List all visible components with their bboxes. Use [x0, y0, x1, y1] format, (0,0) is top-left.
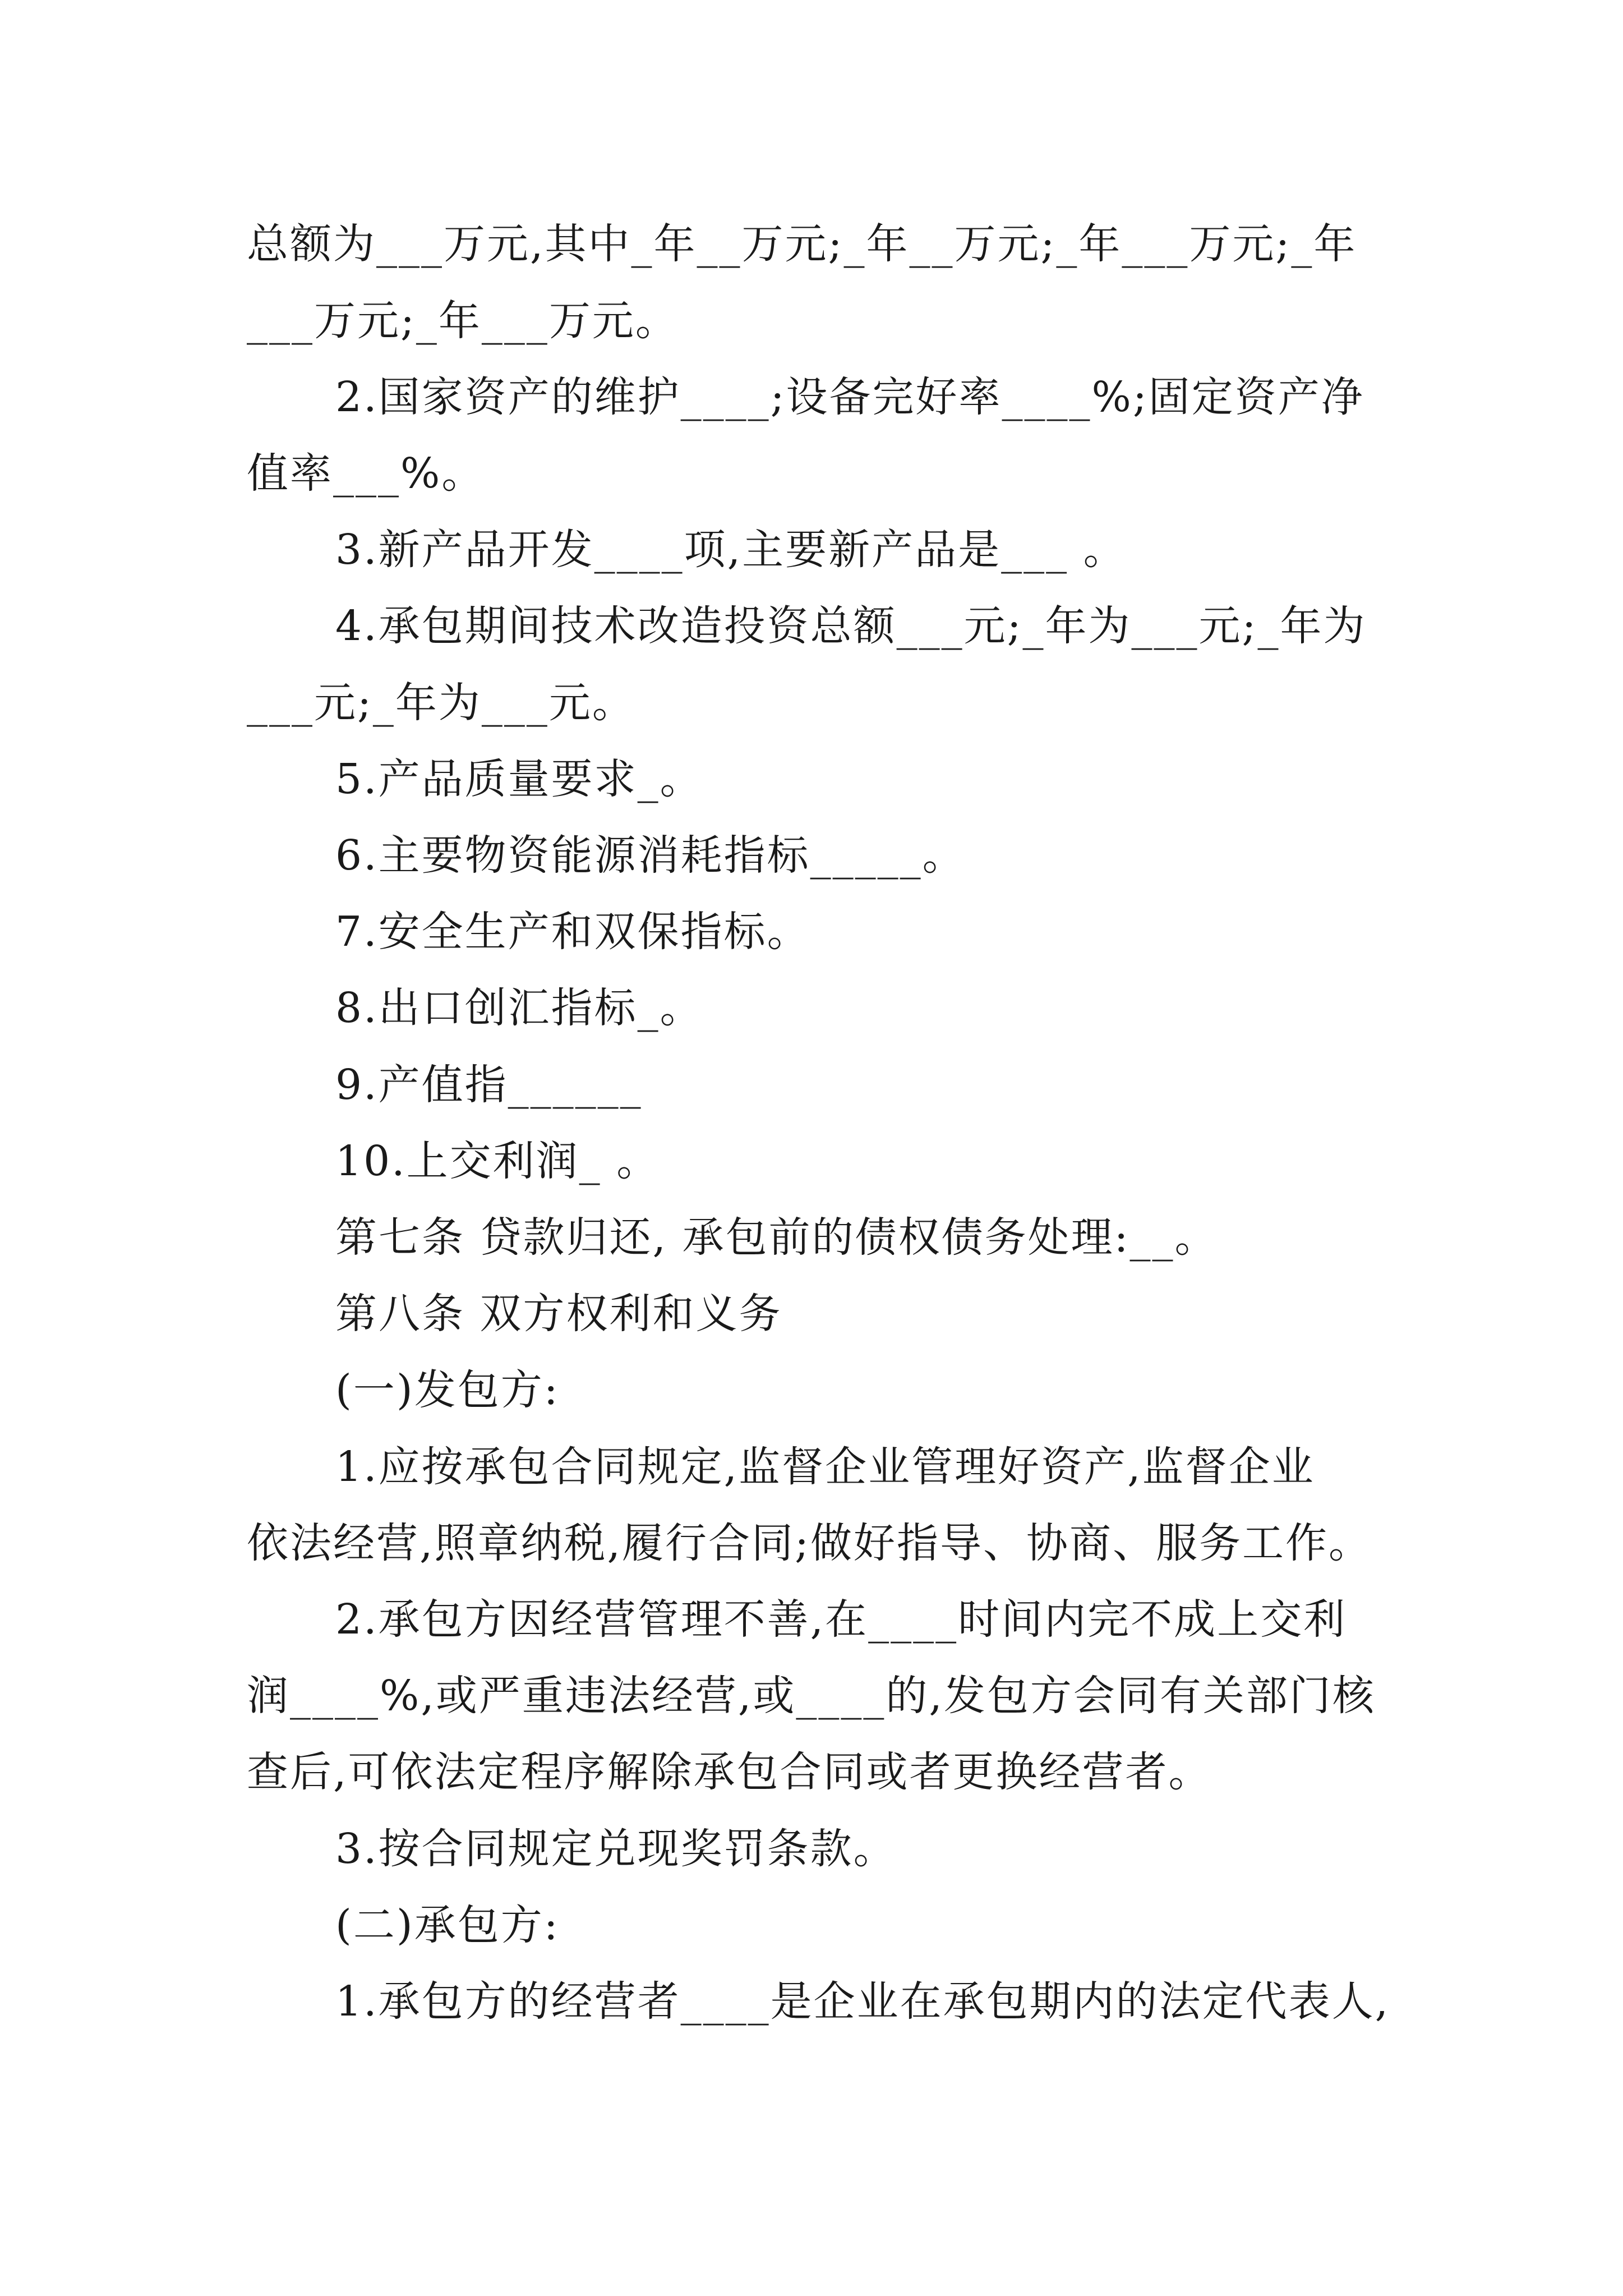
text-line: 7.安全生产和双保指标。 [335, 908, 810, 956]
text-line: 值率___%。 [247, 449, 485, 498]
text-line: 第七条 贷款归还, 承包前的债权债务处理:__。 [335, 1213, 1218, 1262]
text-line: 第八条 双方权利和义务 [335, 1290, 782, 1338]
text-line: 1.应按承包合同规定,监督企业管理好资产,监督企业 [335, 1443, 1315, 1491]
text-line: ___万元;_年___万元。 [247, 297, 679, 345]
text-line: 依法经营,照章纳税,履行合同;做好指导、协商、服务工作。 [247, 1519, 1372, 1567]
text-line: 10.上交利润_ 。 [335, 1137, 660, 1185]
text-line: 查后,可依法定程序解除承包合同或者更换经营者。 [247, 1748, 1212, 1796]
text-line: ___元;_年为___元。 [247, 679, 635, 727]
text-line: (一)发包方: [335, 1366, 560, 1414]
text-line: 4.承包期间技术改造投资总额___元;_年为___元;_年为 [335, 602, 1367, 650]
text-line: (二)承包方: [335, 1901, 560, 1949]
text-line: 1.承包方的经营者____是企业在承包期内的法定代表人, [335, 1977, 1390, 2026]
text-line: 8.出口创汇指标_。 [335, 984, 703, 1032]
text-line: 润____%,或严重违法经营,或____的,发包方会同有关部门核 [247, 1672, 1376, 1720]
text-line: 总额为___万元,其中_年__万元;_年__万元;_年___万元;_年 [247, 220, 1357, 268]
text-line: 5.产品质量要求_。 [335, 755, 703, 803]
text-line: 3.按合同规定兑现奖罚条款。 [335, 1825, 897, 1873]
text-line: 2.国家资产的维护____;设备完好率____%;固定资产净 [335, 373, 1364, 421]
text-line: 6.主要物资能源消耗指标_____。 [335, 831, 966, 880]
text-line: 3.新产品开发____项,主要新产品是___ 。 [335, 526, 1127, 574]
text-line: 9.产值指______ [335, 1061, 643, 1109]
text-line: 2.承包方因经营管理不善,在____时间内完不成上交利 [335, 1595, 1347, 1644]
